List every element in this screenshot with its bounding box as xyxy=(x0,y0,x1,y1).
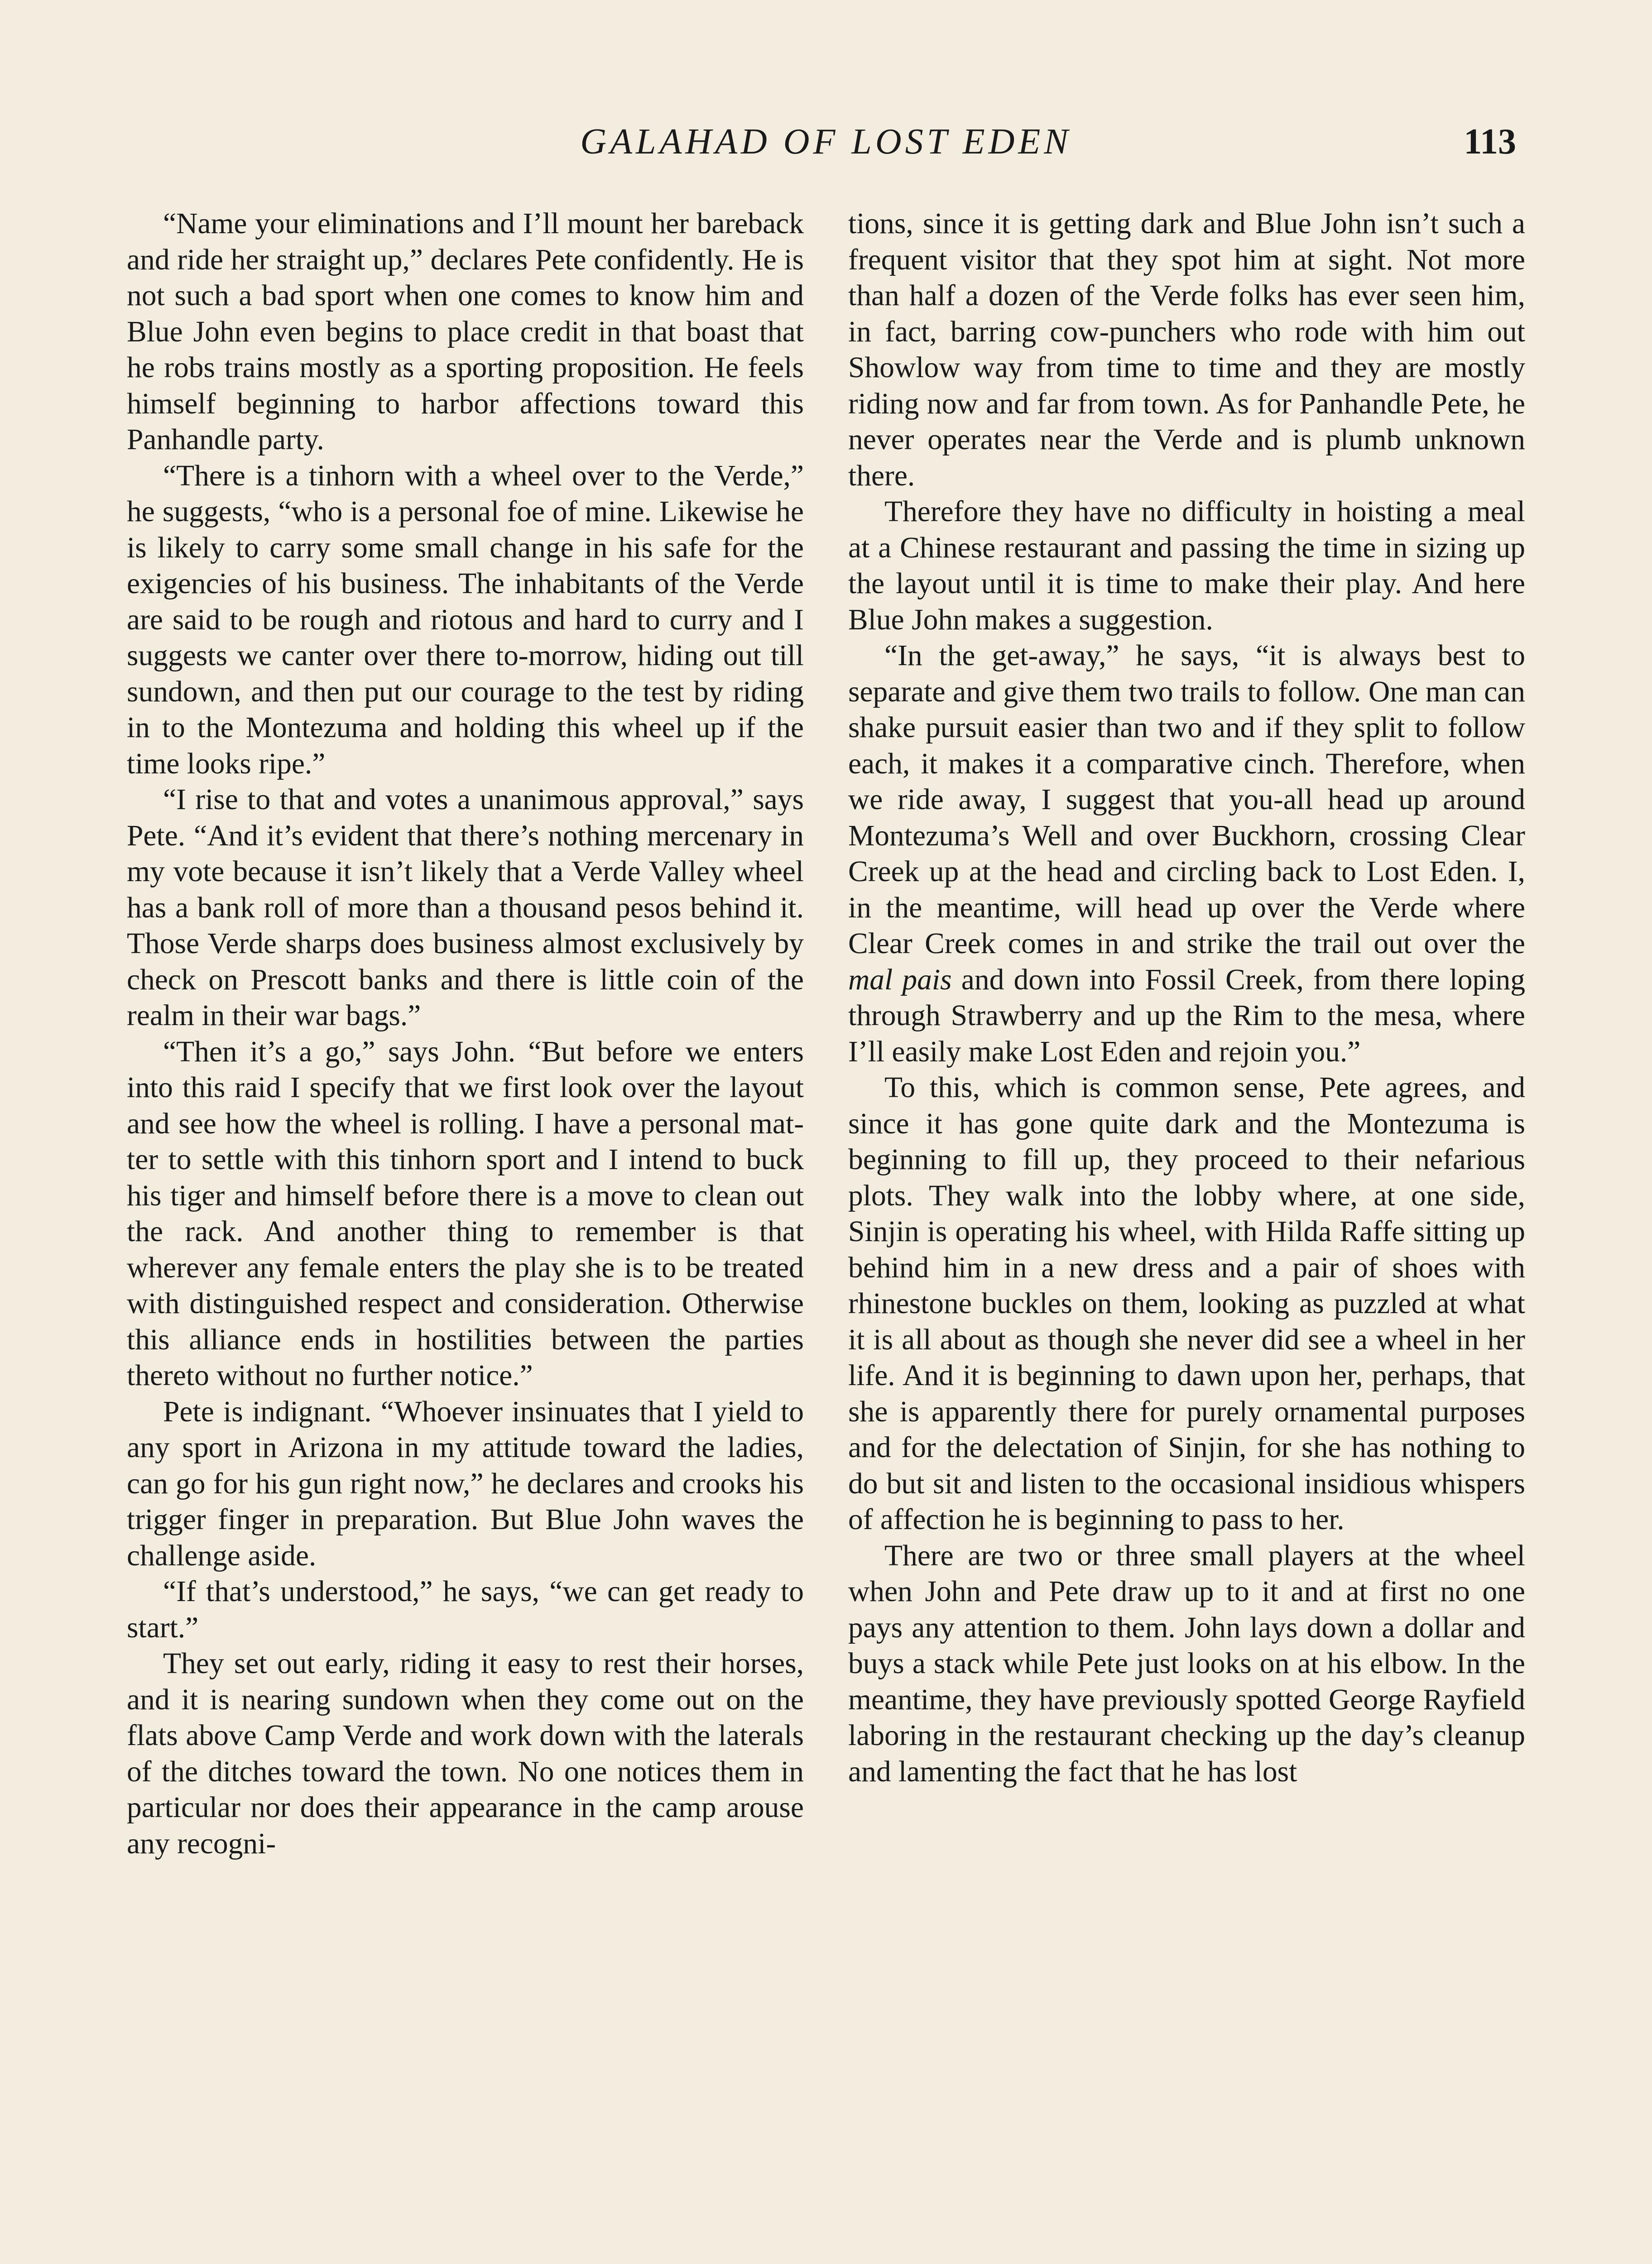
italic-phrase: mal pais xyxy=(848,963,952,996)
paragraph: To this, which is common sense, Pete agrees, and since it has gone quite dark and the Montezuma is beginning to fill up, they proceed to their nefarious plots. They walk into the lobby where, at one side, Sinjin is operating his wheel, with Hilda Raffe sitting up behind him in a new dress and a pair of shoes with rhinestone buckles on them, looking as puzzled at what it is all about as though she never did see a wheel in her life. And it is beginning to dawn upon her, perhaps, that she is apparently there for purely ornamental purposes and for the delectation of Sinjin, for she has nothing to do but sit and listen to the occasional insidious whispers of affection he is beginning to pass to her. xyxy=(848,1071,1525,1536)
paragraph: “Then it’s a go,” says John. “But before we enters into this raid I specify that we first look over the layout and see how the wheel is rolling. I have a personal matter to settle with this tinhorn sport and I intend to buck his tiger and himself before there is a move to clean out the rack. And another thing to remember is that wherever any female enters the play she is to be treated with distinguished respect and consideration. Otherwise this alliance ends in hostilities between the parties thereto without no further notice.” xyxy=(127,1035,804,1392)
paragraph: “I rise to that and votes a unanimous approval,” says Pete. “And it’s evident that there’s nothing mercenary in my vote because it isn’t likely that a Verde Valley wheel has a bank roll of more than a thousand pesos behind it. Those Verde sharps does business almost exclusively by check on Prescott banks and there is little coin of the realm in their war bags.” xyxy=(127,783,804,1032)
running-title: GALAHAD OF LOST EDEN xyxy=(580,122,1072,162)
paragraph xyxy=(848,638,1525,1070)
paragraph: Pete is indignant. “Whoever insinuates that I yield to any sport in Arizona in my attitude toward the ladies, can go for his gun right now,” he declares and crooks his trigger finger in preparation. But Blue John waves the challenge aside. xyxy=(127,1395,804,1572)
paragraph: There are two or three small players at the wheel when John and Pete draw up to it and at first no one pays any attention to them. John lays down a dollar and buys a stack while Pete just looks on at his elbow. In the meantime, they have previously spotted George Rayfield laboring in the restaurant checking up the day’s cleanup and lamenting the fact that he has lost xyxy=(848,1539,1525,1788)
paragraph: They set out early, riding it easy to rest their horses, and it is nearing sundown when they come out on the flats above Camp Verde and work down with the laterals of the ditches toward the town. No one notices them in particular nor does their appearance in the camp arouse any recogni- xyxy=(127,1647,804,1860)
paragraph-text: and down into Fossil Creek, from there loping through Strawberry and up the Rim to the mesa, where I’ll easily make Lost Eden and rejoin you.” xyxy=(848,963,1525,1068)
left-column xyxy=(127,206,804,1862)
paragraph: “There is a tinhorn with a wheel over to the Verde,” he suggests, “who is a personal foe of mine. Likewise he is likely to carry some small change in his safe for the exigencies of his business. The inhabitants of the Verde are said to be rough and riotous and hard to curry and I suggests we canter over there to-morrow, hiding out till sundown, and then put our courage to the test by riding in to the Montezuma and holding this wheel up if the time looks ripe.” xyxy=(127,459,804,780)
paragraph-text: “In the get-away,” he says, “it is always best to separate and give them two trails to follow. One man can shake pursuit easier than two and if they split to follow each, it makes it a comparative cinch. Therefore, when we ride away, I suggest that you-all head up around Montezuma’s Well and over Buckhorn, crossing Clear Creek up at the head and circling back to Lost Eden. I, in the meantime, will head up over the Verde where Clear Creek comes in and strike the trail out over the xyxy=(848,639,1525,960)
paragraph: tions, since it is getting dark and Blue John isn’t such a frequent visitor that they spot him at sight. Not more than half a dozen of the Verde folks has ever seen him, in fact, barring cow-punchers who rode with him out Showlow way from time to time and they are mostly riding now and far from town. As for Panhandle Pete, he never operates near the Verde and is plumb unknown there. xyxy=(848,207,1525,492)
page-header xyxy=(0,121,1652,176)
page-number: 113 xyxy=(1464,122,1516,162)
paragraph: “Name your eliminations and I’ll mount her bareback and ride her straight up,” declares Pete confidently. He is not such a bad sport when one comes to know him and Blue John even begins to place credit in that boast that he robs trains mostly as a sporting proposition. He feels himself beginning to harbor affections toward this Panhandle party. xyxy=(127,207,804,456)
paragraph: Therefore they have no difficulty in hoisting a meal at a Chinese restaurant and passing the time in sizing up the layout until it is time to make their play. And here Blue John makes a suggestion. xyxy=(848,495,1525,636)
right-column xyxy=(848,206,1525,1790)
paragraph: “If that’s understood,” he says, “we can get ready to start.” xyxy=(127,1575,804,1644)
